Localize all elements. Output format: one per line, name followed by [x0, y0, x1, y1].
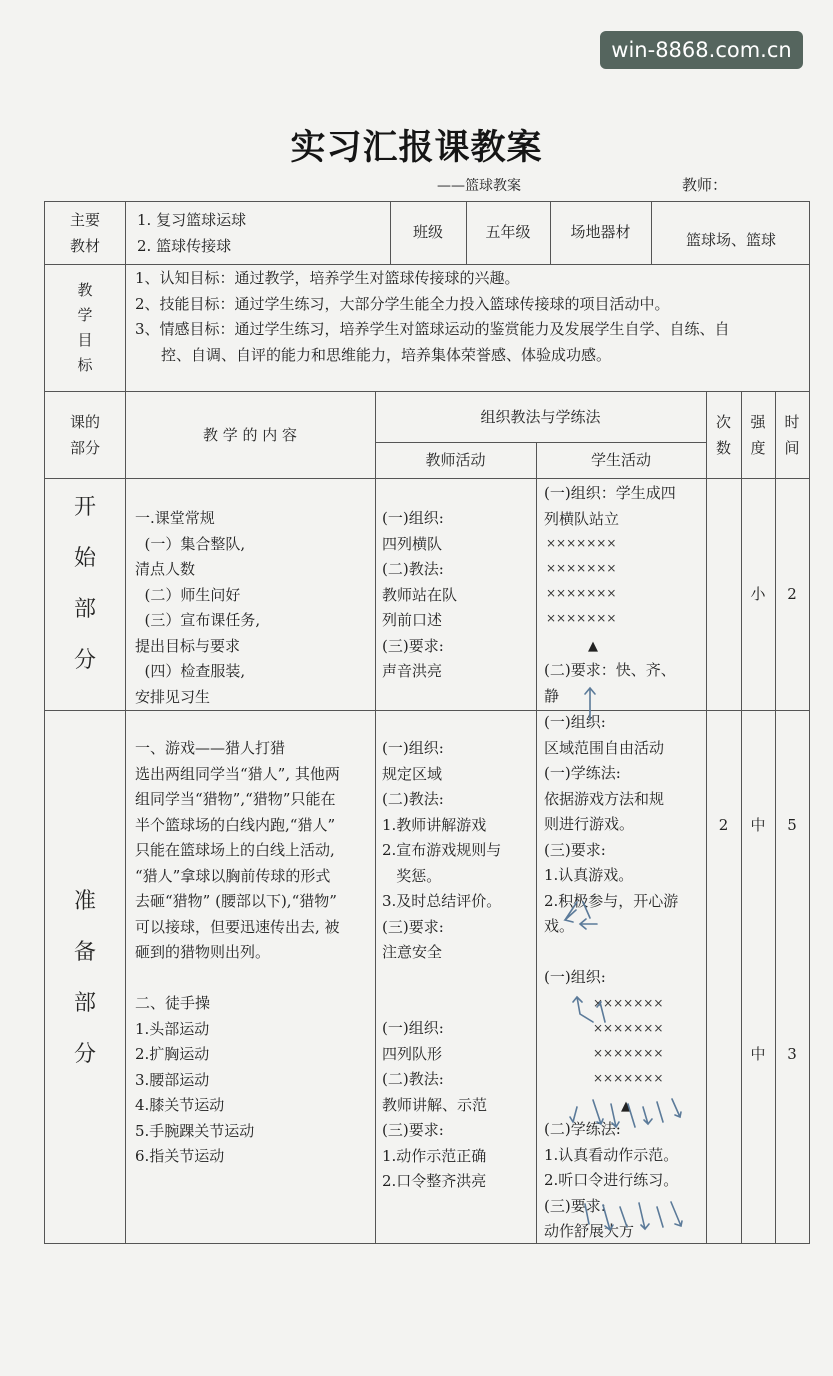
exercise-teacher-marker: ▲ [621, 1099, 631, 1114]
method-header: 组织教法与学练法 [480, 408, 601, 426]
game-teacher-activity: (一)组织: 规定区域 (二)教法: 1.教师讲解游戏 2.宣布游戏规则与 奖惩。 3.及时总结评价。 (三)要求: 注意安全 [382, 739, 502, 961]
exercise-student-activity: (二)学练法: 1.认真看动作示范。 2.听口令进行练习。 (三)要求: 动作舒展大方 [544, 1120, 679, 1240]
materials-list: 1. 复习篮球运球 2. 篮球传接球 [137, 211, 247, 255]
student-activity-header: 学生活动 [590, 451, 651, 469]
exercise-time: 3 [787, 1045, 797, 1063]
movement-arrows [45, 202, 809, 1243]
start-time: 2 [787, 585, 797, 603]
venue-value: 篮球场、篮球 [685, 231, 776, 249]
time-header: 时 间 [784, 413, 800, 457]
game-intensity: 中 [750, 816, 766, 834]
game-count: 2 [718, 816, 729, 834]
start-intensity: 小 [750, 585, 766, 603]
main-material-label: 主要 教材 [69, 211, 100, 255]
part-header: 课的 部分 [69, 413, 100, 457]
count-header: 次 数 [715, 413, 731, 457]
exercise-student-organization: (一)组织: [544, 968, 606, 986]
subtitle: ——篮球教案 [437, 178, 521, 194]
exercise-intensity: 中 [750, 1045, 766, 1063]
start-teacher-marker: ▲ [588, 639, 598, 654]
exercise-teacher-activity: (一)组织: 四列队形 (二)教法: 教师讲解、示范 (三)要求: 1.动作示范正确 2.口令整齐洪亮 [382, 1019, 488, 1190]
intensity-header: 强 度 [750, 413, 766, 457]
exercise-content: 二、徒手操 1.头部运动 2.扩胸运动 3.腰部运动 4.膝关节运动 5.手腕踝关节运动 6.指关节运动 [135, 994, 255, 1165]
start-formation: ××××××× ××××××× ××××××× ××××××× [546, 536, 617, 625]
watermark: win-8868.com.cn [600, 31, 803, 69]
game-student-activity: (一)组织: 区域范围自由活动 (一)学练法: 依据游戏方法和规 则进行游戏。 (三)要求: 1.认真游戏。 2.积极参与，开心游 戏。 [544, 713, 679, 935]
start-section-label: 开 始 部 分 [73, 495, 96, 673]
start-student-requirements: (二)要求：快、齐、 静 [544, 661, 676, 705]
game-time: 5 [787, 816, 797, 834]
prep-section-label: 准 备 部 分 [73, 889, 96, 1067]
exercise-formation: ××××××× ××××××× ××××××× ××××××× [593, 996, 664, 1085]
teacher-label: 教师： [682, 176, 728, 194]
content-header: 教 学 的 内 容 [202, 426, 298, 444]
class-label: 班级 [412, 223, 443, 241]
page-title: 实习汇报课教案 [290, 128, 543, 168]
teacher-activity-header: 教师活动 [425, 451, 486, 469]
start-student-activity: (一)组织：学生成四 列横队站立 [544, 484, 676, 528]
objectives-label: 教 学 目 标 [77, 281, 93, 374]
game-content: 一、游戏——猎人打猎 选出两组同学当“猎人”, 其他两 组同学当“猎物”,“猎物”只能在 半个篮球场的白线内跑,“猎人” 只能在篮球场上的白线上活动, “猎人”拿球以胸前传球的形式 去砸“猎物” (腰部以下),“猎物” 可以接球，但要迅速传出去, 被 砸到的猎物则出列。 [135, 739, 340, 961]
lesson-plan-table [44, 201, 810, 1244]
start-teacher-activity: (一)组织: 四列横队 (二)教法: 教师站在队 列前口述 (三)要求: 声音洪亮 [382, 509, 458, 680]
venue-label: 场地器材 [570, 223, 631, 241]
objectives-text: 1、认知目标：通过教学，培养学生对篮球传接球的兴趣。 2、技能目标：通过学生练习，大部分学生能全力投入篮球传接球的项目活动中。 3、情感目标：通过学生练习，培养学生对篮球运动的鉴赏能力及发展学生自学、自练、自 控、自调、自评的能力和思维能力，培养集体荣誉感、体验成功感。 [135, 269, 730, 364]
class-value: 五年级 [485, 223, 531, 241]
start-content: 一.课堂常规 (一）集合整队, 清点人数 (二）师生问好 (三）宣布课任务, 提出目标与要求 (四）检查服装, 安排见习生 [135, 509, 261, 706]
